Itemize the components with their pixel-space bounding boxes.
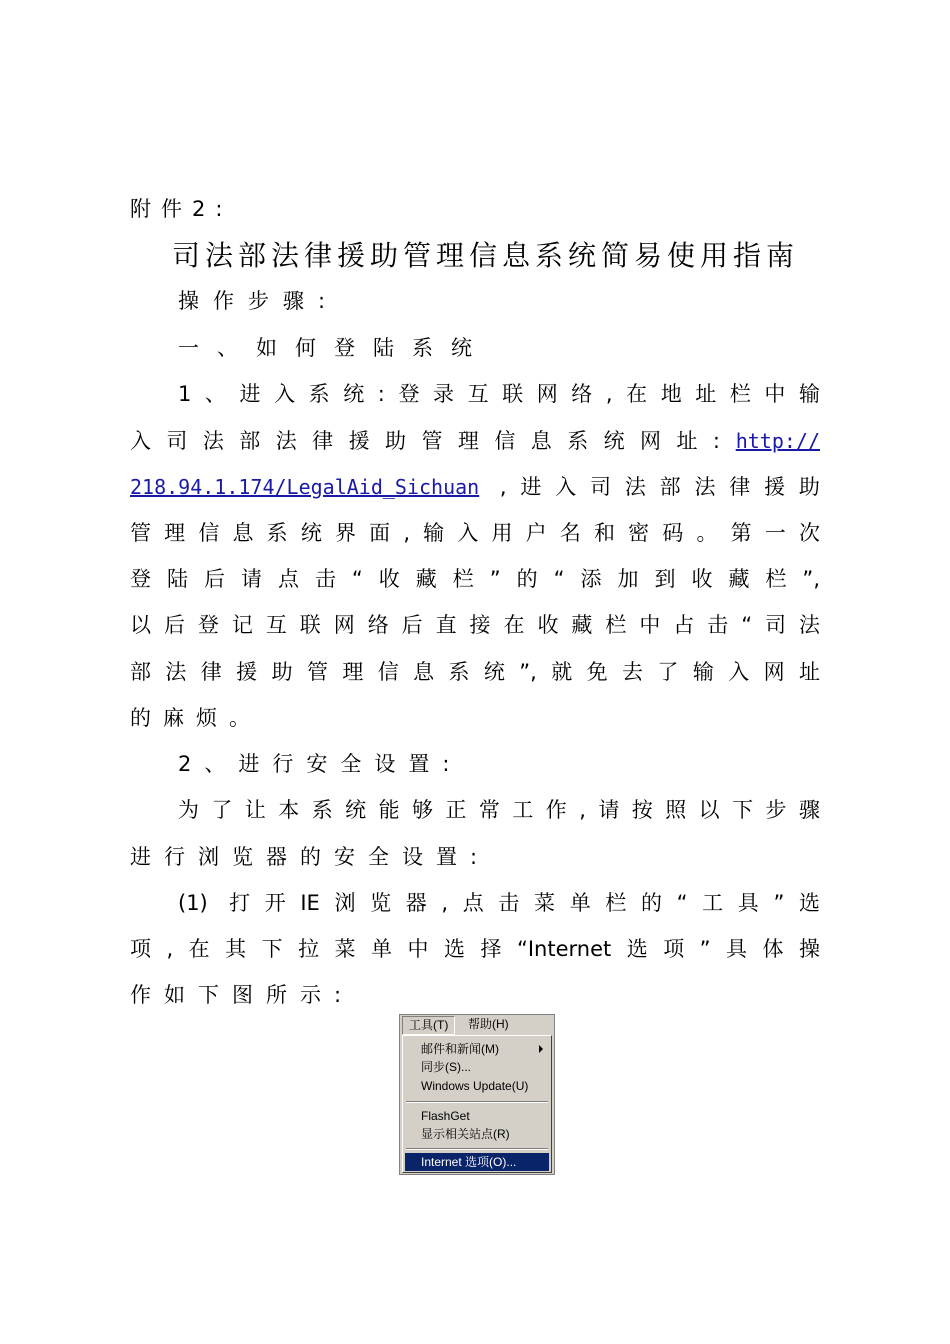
p4-line2: 项,在其下拉菜单中选择“Internet选项”具体操 — [130, 937, 820, 961]
p3-line2: 进行浏览器的安全设置: — [130, 845, 491, 869]
p1-line7: 部法律援助管理信息系统”,就免去了输入网址 — [130, 660, 820, 684]
menu-separator — [406, 1101, 548, 1103]
p1-line5: 登陆后请点击“收藏栏”的“添加到收藏栏”, — [130, 567, 820, 591]
menu-item-internet-options[interactable] — [405, 1153, 549, 1171]
menu-tools[interactable]: 工具(T) — [402, 1016, 455, 1035]
steps-heading: 操作步骤: — [178, 289, 340, 313]
menu-item-mail-news[interactable] — [405, 1040, 549, 1058]
document-title: 司法部法律援助管理信息系统简易使用指南 — [172, 239, 800, 272]
menu-item-flashget[interactable] — [405, 1107, 549, 1125]
p1-line2-text: 入司法部法律援助管理信息系统网址: — [130, 429, 720, 453]
p1-line8: 的麻烦。 — [130, 706, 262, 730]
menu-bar — [400, 1015, 554, 1035]
ie-tools-menu-screenshot — [399, 1014, 555, 1175]
menu-item-label: 同步(S)... — [421, 1060, 471, 1074]
attachment-label: 附件2: — [130, 197, 233, 221]
p1-line4: 管理信息系统界面,输入用户名和密码。第一次 — [130, 521, 820, 545]
url-link-part2[interactable]: 218.94.1.174/LegalAid_Sichuan — [130, 475, 480, 499]
menu-item-label: 显示相关站点(R) — [421, 1127, 510, 1141]
menu-help[interactable]: 帮助(H) — [468, 1017, 509, 1031]
menu-separator — [406, 1148, 548, 1150]
p1-line6: 以后登记互联网络后直接在收藏栏中占击“司法 — [130, 613, 820, 637]
menu-item-windows-update[interactable] — [405, 1077, 549, 1095]
p1-line3-text: ,进入司法部法律援助 — [499, 475, 820, 499]
p1-line2 — [130, 424, 820, 458]
menu-item-label: Windows Update(U) — [421, 1079, 529, 1093]
submenu-arrow-icon — [539, 1045, 543, 1053]
section1-heading: 一、如何登陆系统 — [178, 336, 490, 360]
p4-line1: (1) 打开IE浏览器,点击菜单栏的“工具”选 — [178, 891, 820, 915]
tools-dropdown — [402, 1035, 552, 1173]
menu-item-label: Internet 选项(O)... — [421, 1155, 517, 1169]
p3-line1: 为了让本系统能够正常工作,请按照以下步骤 — [178, 798, 820, 822]
menu-item-related-sites[interactable] — [405, 1125, 549, 1143]
p4-line3: 作如下图所示: — [130, 983, 355, 1007]
p1-line3 — [130, 470, 820, 504]
menu-item-label: 邮件和新闻(M) — [421, 1042, 499, 1056]
url-link-part1[interactable]: http:// — [735, 429, 820, 453]
p2-heading: 2、进行安全设置: — [178, 752, 463, 776]
menu-item-label: FlashGet — [421, 1109, 470, 1123]
p1-line1: 1、进入系统:登录互联网络,在地址栏中输 — [178, 382, 820, 406]
menu-item-sync[interactable] — [405, 1058, 549, 1076]
